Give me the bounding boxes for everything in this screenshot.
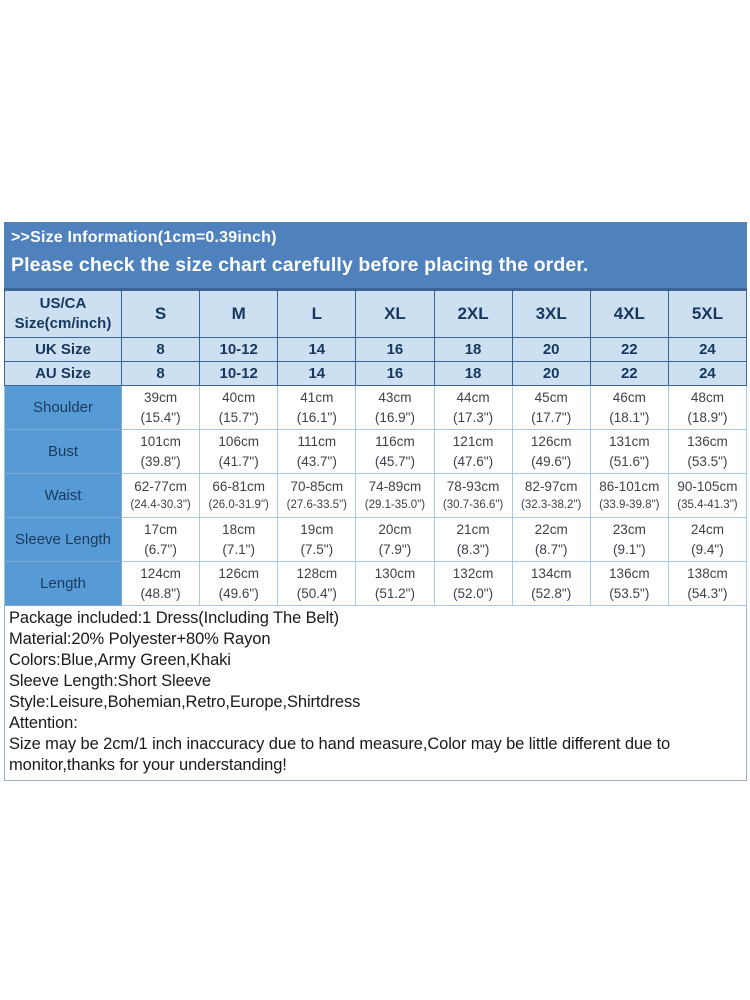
measurement-cell (200, 474, 278, 518)
size-column-header-m: M (200, 290, 278, 338)
corner-header-line2: Size(cm/inch) (14, 315, 112, 332)
region-value-cell: 22 (590, 338, 668, 362)
region-value-cell: 10-12 (200, 362, 278, 386)
inch-value: (49.6") (218, 585, 259, 601)
region-value-cell: 20 (512, 338, 590, 362)
size-column-header-5xl: 5XL (668, 290, 746, 338)
inch-value: (51.2") (374, 585, 415, 601)
cm-value: 116cm (375, 433, 415, 449)
region-value-cell: 16 (356, 338, 434, 362)
inch-value: (39.8") (140, 453, 181, 469)
banner-subtitle: Please check the size chart carefully before placing the order. (11, 254, 589, 276)
region-value-cell: 8 (122, 362, 200, 386)
inch-value: (24.4-30.3") (130, 498, 191, 511)
cm-value: 41cm (300, 389, 334, 405)
measurement-cell (278, 518, 356, 562)
cm-value: 136cm (687, 433, 728, 449)
size-column-header-4xl: 4XL (590, 290, 668, 338)
inch-value: (26.0-31.9") (208, 498, 269, 511)
cm-value: 46cm (612, 389, 646, 405)
inch-value: (27.6-33.5") (286, 498, 347, 511)
region-value-cell: 14 (278, 362, 356, 386)
cm-value: 74-89cm (368, 479, 422, 495)
cm-value: 90-105cm (677, 479, 738, 495)
measurement-cell (122, 562, 200, 606)
row-label-bust: Bust (5, 430, 122, 474)
measurement-cell (278, 386, 356, 430)
measurement-cell (668, 518, 746, 562)
measurement-cell (278, 562, 356, 606)
row-shoulder (5, 386, 747, 430)
cm-value: 128cm (296, 565, 338, 581)
measurement-cell (512, 386, 590, 430)
measurement-cell (200, 518, 278, 562)
measurement-cell (590, 474, 668, 518)
measurement-cell (200, 386, 278, 430)
note-line: Package included:1 Dress(Including The Belt) (9, 609, 340, 627)
row-label-uk-size: UK Size (5, 338, 122, 362)
cm-value: 126cm (218, 565, 259, 581)
row-label-sleeve-length: Sleeve Length (5, 518, 122, 562)
cm-value: 131cm (609, 433, 650, 449)
size-column-header-xl: XL (356, 290, 434, 338)
measurement-cell (356, 562, 434, 606)
note-line: Sleeve Length:Short Sleeve (9, 672, 211, 690)
cm-value: 121cm (452, 433, 494, 449)
cm-value: 136cm (609, 565, 650, 581)
size-column-header-2xl: 2XL (434, 290, 512, 338)
cm-value: 43cm (378, 389, 412, 405)
inch-value: (7.9") (378, 541, 412, 557)
cm-value: 101cm (140, 433, 181, 449)
measurement-cell (278, 474, 356, 518)
region-value-cell: 24 (668, 362, 746, 386)
cm-value: 132cm (452, 565, 494, 581)
cm-value: 134cm (530, 565, 572, 581)
inch-value: (35.4-41.3") (677, 498, 738, 511)
measurement-cell (512, 474, 590, 518)
measurement-cell (590, 562, 668, 606)
inch-value: (8.3") (456, 541, 490, 557)
measurement-cell (122, 518, 200, 562)
note-line: Material:20% Polyester+80% Rayon (9, 630, 271, 648)
region-value-cell: 20 (512, 362, 590, 386)
cm-value: 66-81cm (212, 479, 265, 495)
inch-value: (16.1") (296, 409, 337, 425)
product-notes (4, 606, 747, 781)
cm-value: 23cm (612, 521, 646, 537)
measurement-cell (356, 386, 434, 430)
row-label-waist: Waist (5, 474, 122, 518)
inch-value: (30.7-36.6") (442, 498, 504, 511)
inch-value: (33.9-39.8") (599, 498, 660, 511)
cm-value: 126cm (530, 433, 572, 449)
cm-value: 18cm (222, 521, 256, 537)
cm-value: 22cm (534, 521, 568, 537)
inch-value: (6.7") (144, 541, 177, 557)
region-value-cell: 10-12 (200, 338, 278, 362)
measurement-cell (200, 430, 278, 474)
cm-value: 106cm (218, 433, 259, 449)
measurement-cell (122, 386, 200, 430)
measurement-cell (356, 518, 434, 562)
measurement-cell (590, 430, 668, 474)
row-sleeve-length (5, 518, 747, 562)
cm-value: 40cm (222, 389, 256, 405)
note-line: Size may be 2cm/1 inch inaccuracy due to hand measure,Color may be little different due to monitor,thanks for your understanding! (9, 735, 671, 774)
inch-value: (7.1") (222, 541, 255, 557)
row-label-shoulder: Shoulder (5, 386, 122, 430)
corner-header-line1: US/CA (39, 294, 87, 312)
row-length (5, 562, 747, 606)
size-column-header-3xl: 3XL (512, 290, 590, 338)
region-value-cell: 16 (356, 362, 434, 386)
size-header-row (5, 290, 747, 338)
inch-value: (17.3") (453, 409, 494, 425)
cm-value: 70-85cm (290, 479, 344, 495)
measurement-cell (590, 518, 668, 562)
measurement-cell (200, 562, 278, 606)
inch-value: (18.9") (687, 409, 728, 425)
measurement-cell (434, 474, 512, 518)
cm-value: 44cm (456, 389, 490, 405)
cm-value: 130cm (374, 565, 416, 581)
cm-value: 24cm (690, 521, 724, 537)
inch-value: (15.4") (140, 409, 181, 425)
row-bust (5, 430, 747, 474)
inch-value: (54.3") (687, 585, 728, 601)
cm-value: 138cm (687, 565, 728, 581)
row-waist (5, 474, 747, 518)
measurement-cell (434, 386, 512, 430)
inch-value: (53.5") (687, 453, 728, 469)
region-value-cell: 22 (590, 362, 668, 386)
corner-header-cell (5, 290, 122, 338)
size-column-header-l: L (278, 290, 356, 338)
cm-value: 19cm (300, 521, 334, 537)
measurement-cell (512, 430, 590, 474)
measurement-cell (356, 474, 434, 518)
measurement-cell (434, 518, 512, 562)
cm-value: 62-77cm (134, 479, 187, 495)
cm-value: 17cm (144, 521, 178, 537)
measurement-cell (512, 518, 590, 562)
inch-value: (51.6") (609, 453, 650, 469)
cm-value: 124cm (140, 565, 181, 581)
size-info-banner (4, 222, 747, 288)
measurement-cell (122, 474, 200, 518)
inch-value: (45.7") (374, 453, 415, 469)
inch-value: (52.8") (531, 585, 572, 601)
measurement-cell (122, 430, 200, 474)
inch-value: (50.4") (296, 585, 337, 601)
measurement-cell (356, 430, 434, 474)
inch-value: (41.7") (218, 453, 259, 469)
inch-value: (53.5") (609, 585, 650, 601)
note-line: Attention: (9, 714, 78, 732)
inch-value: (9.4") (691, 541, 724, 557)
cm-value: 48cm (690, 389, 724, 405)
row-label-length: Length (5, 562, 122, 606)
measurement-cell (278, 430, 356, 474)
region-value-cell: 18 (434, 338, 512, 362)
row-au-size (5, 362, 747, 386)
inch-value: (7.5") (300, 541, 334, 557)
measurement-cell (434, 562, 512, 606)
inch-value: (16.9") (374, 409, 415, 425)
size-chart-table (4, 288, 747, 606)
row-label-au-size: AU Size (5, 362, 122, 386)
region-value-cell: 14 (278, 338, 356, 362)
row-uk-size (5, 338, 747, 362)
inch-value: (48.8") (140, 585, 181, 601)
cm-value: 21cm (456, 521, 490, 537)
cm-value: 86-101cm (599, 479, 660, 495)
cm-value: 82-97cm (524, 479, 578, 495)
inch-value: (52.0") (453, 585, 494, 601)
banner-title: >>Size Information(1cm=0.39inch) (11, 229, 277, 246)
region-value-cell: 24 (668, 338, 746, 362)
cm-value: 45cm (534, 389, 568, 405)
region-value-cell: 8 (122, 338, 200, 362)
inch-value: (8.7") (534, 541, 568, 557)
size-column-header-s: S (122, 290, 200, 338)
measurement-cell (668, 474, 746, 518)
inch-value: (17.7") (531, 409, 572, 425)
cm-value: 20cm (378, 521, 412, 537)
measurement-cell (668, 562, 746, 606)
inch-value: (29.1-35.0") (364, 498, 426, 511)
inch-value: (32.3-38.2") (521, 498, 582, 511)
inch-value: (49.6") (531, 453, 572, 469)
measurement-cell (590, 386, 668, 430)
cm-value: 78-93cm (446, 479, 500, 495)
inch-value: (9.1") (613, 541, 646, 557)
cm-value: 111cm (297, 433, 337, 449)
inch-value: (43.7") (296, 453, 337, 469)
cm-value: 39cm (144, 389, 178, 405)
measurement-cell (434, 430, 512, 474)
inch-value: (15.7") (218, 409, 259, 425)
measurement-cell (668, 430, 746, 474)
region-value-cell: 18 (434, 362, 512, 386)
note-line: Colors:Blue,Army Green,Khaki (9, 651, 231, 669)
inch-value: (47.6") (453, 453, 494, 469)
inch-value: (18.1") (609, 409, 650, 425)
measurement-cell (512, 562, 590, 606)
note-line: Style:Leisure,Bohemian,Retro,Europe,Shirtdress (9, 693, 361, 711)
measurement-cell (668, 386, 746, 430)
